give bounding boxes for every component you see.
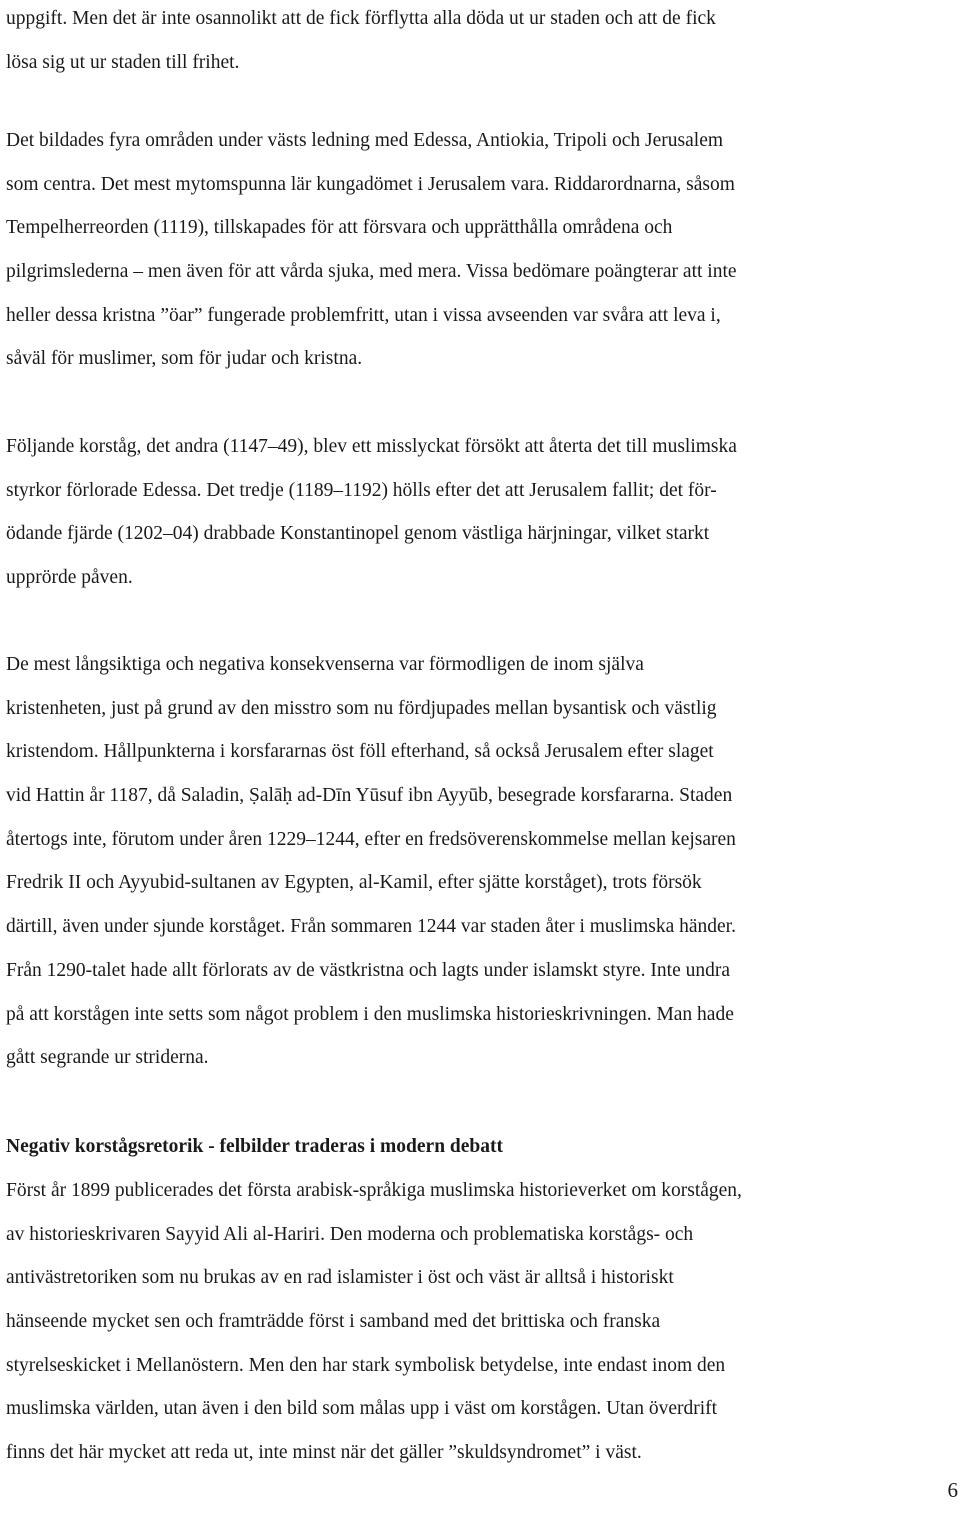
text-line: finns det här mycket att reda ut, inte minst när det gäller ”skuldsyndromet” i väst. [6, 1442, 642, 1464]
text-line: Följande korståg, det andra (1147–49), blev ett misslyckat försökt att återta det till muslimska [6, 436, 737, 457]
text-line: heller dessa kristna ”öar” fungerade problemfritt, utan i vissa avseenden var svåra att leva i, [6, 304, 721, 326]
text-line: kristenheten, just på grund av den misstro som nu fördjupades mellan bysantisk och västlig [6, 697, 717, 719]
text-line: Det bildades fyra områden under västs ledning med Edessa, Antiokia, Tripoli och Jerusalem [6, 130, 724, 151]
text-line: muslimska världen, utan även i den bild som målas upp i väst om korstågen. Utan överdrift [6, 1398, 718, 1420]
text-line: som centra. Det mest mytomspunna lär kungadömet i Jerusalem vara. Riddarordnarna, såsom [6, 173, 735, 195]
text-line: vid Hattin år 1187, då Saladin, Ṣalāḥ ad-Dīn Yūsuf ibn Ayyūb, besegrade korsfararna. Staden [6, 785, 733, 807]
text-line: Först år 1899 publicerades det första arabisk-språkiga muslimska historieverket om korstågen, [6, 1180, 742, 1201]
text-line: uppgift. Men det är inte osannolikt att de fick förflytta alla döda ut ur staden och att de fick [6, 8, 716, 29]
paragraph-5 [6, 1169, 742, 1475]
text-line: lösa sig ut ur staden till frihet. [6, 51, 240, 73]
paragraph-2 [6, 119, 737, 381]
text-line: återtogs inte, förutom under åren 1229–1244, efter en fredsöverenskommelse mellan kejsaren [6, 828, 736, 850]
text-line: gått segrande ur striderna. [6, 1047, 209, 1069]
paragraph-1 [6, 0, 716, 84]
text-line: De mest långsiktiga och negativa konsekvenserna var förmodligen de inom själva [6, 654, 644, 675]
text-line: styrkor förlorade Edessa. Det tredje (1189–1192) hölls efter det att Jerusalem fallit; det för- [6, 479, 717, 501]
page-number: 6 [947, 1478, 958, 1502]
section-heading: Negativ korstågsretorik - felbilder traderas i modern debatt [6, 1136, 503, 1157]
text-line: styrelseskicket i Mellanöstern. Men den har stark symbolisk betydelse, inte endast inom den [6, 1354, 726, 1376]
text-line: av historieskrivaren Sayyid Ali al-Hariri. Den moderna och problematiska korstågs- och [6, 1223, 694, 1245]
text-line: pilgrimslederna – men även för att vårda sjuka, med mera. Vissa bedömare poängterar att inte [6, 261, 737, 283]
text-line: på att korstågen inte setts som något problem i den muslimska historieskrivningen. Man hade [6, 1003, 734, 1025]
paragraph-3 [6, 425, 737, 600]
text-line: hänseende mycket sen och framträdde först i samband med det brittiska och franska [6, 1311, 661, 1333]
text-line: därtill, även under sjunde korståget. Från sommaren 1244 var staden åter i muslimska händer. [6, 916, 736, 938]
text-line: ödande fjärde (1202–04) drabbade Konstantinopel genom västliga härjningar, vilket starkt [6, 523, 710, 545]
text-line: Från 1290-talet hade allt förlorats av de västkristna och lagts under islamskt styre. Inte undra [6, 959, 731, 981]
text-line: såväl för muslimer, som för judar och kristna. [6, 348, 363, 370]
text-line: antivästretoriken som nu brukas av en rad islamister i öst och väst är alltså i historiskt [6, 1267, 674, 1289]
text-line: Tempelherreorden (1119), tillskapades för att försvara och upprätthålla områdena och [6, 217, 673, 239]
text-line: Fredrik II och Ayyubid-sultanen av Egypten, al-Kamil, efter sjätte korståget), trots försök [6, 872, 702, 894]
text-line: kristendom. Hållpunkterna i korsfararnas öst föll efterhand, så också Jerusalem efter slaget [6, 741, 714, 763]
paragraph-4 [6, 643, 736, 1080]
text-line: upprörde påven. [6, 567, 133, 589]
